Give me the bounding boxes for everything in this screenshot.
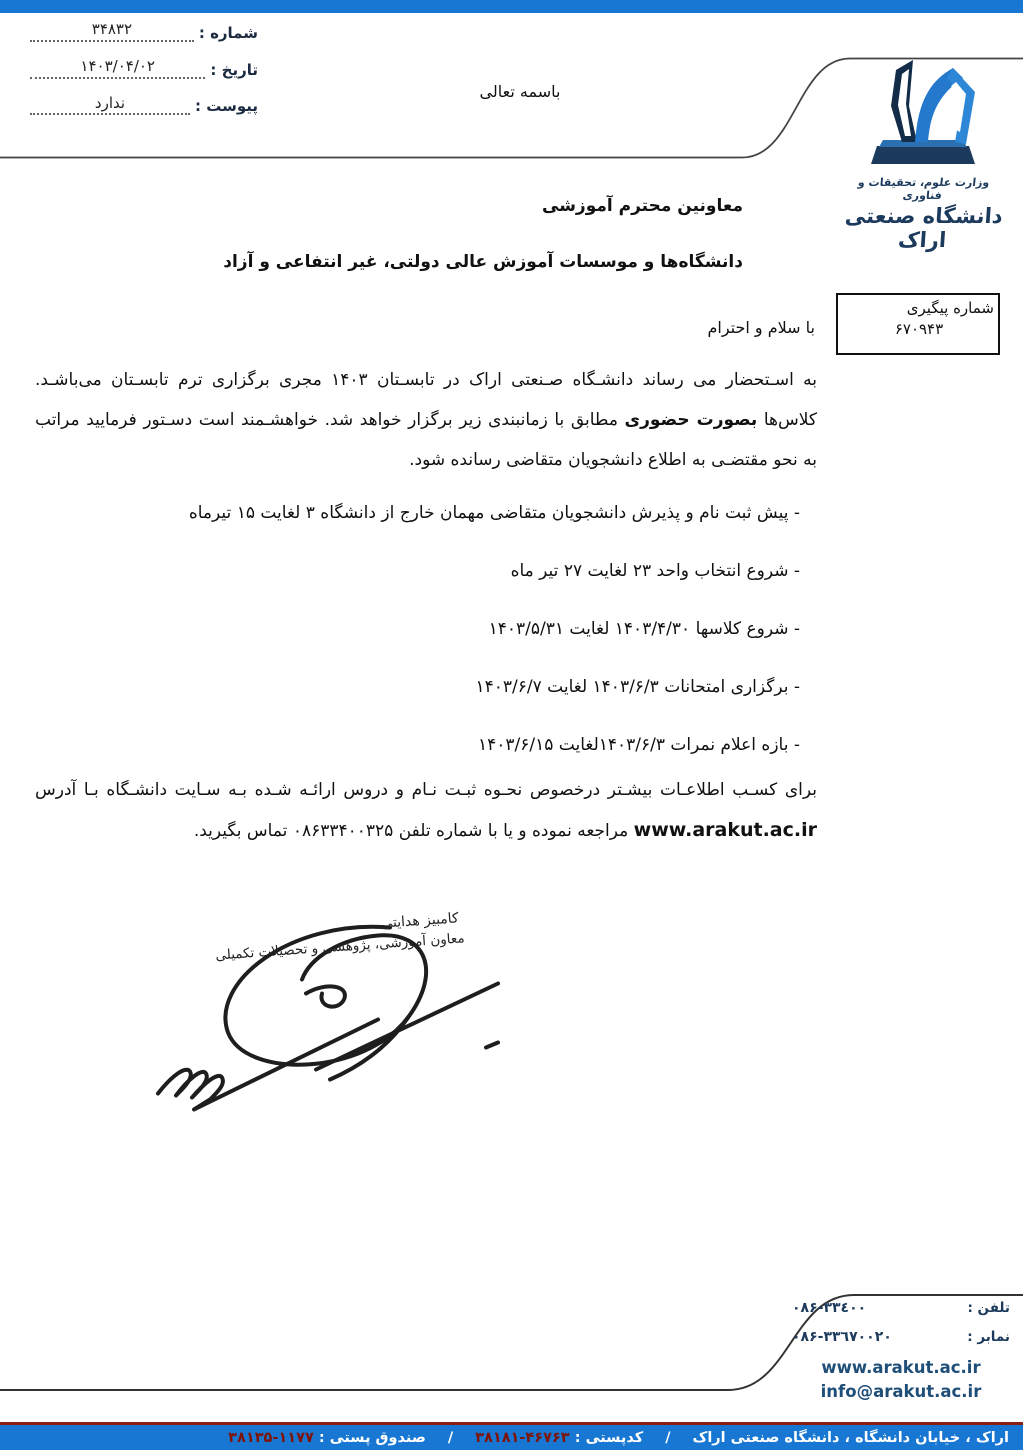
postal-code-value: ۳۸۱۸۱-۴۶۷۶۳ — [475, 1429, 570, 1446]
recipient-block — [223, 196, 743, 272]
address-text: اراک ، خیابان دانشگاه ، دانشگاه صنعتی اراک — [692, 1429, 1009, 1446]
pobox-label: صندوق پستی : — [318, 1429, 426, 1446]
contact-phone-inline: ۰۸۶۳۳۴۰۰۳۲۵ — [292, 821, 394, 841]
schedule-item-course-selection: - شروع انتخاب واحد ۲۳ لغایت ۲۷ تیر ماه — [510, 561, 800, 581]
fax-row — [792, 1329, 1010, 1345]
postal-code-label: کدپستی : — [574, 1429, 644, 1446]
date-label: تاریخ : — [210, 60, 258, 79]
closing-paragraph — [35, 770, 817, 851]
website-url-inline: www.arakut.ac.ir — [633, 819, 817, 841]
separator-slash-2: / — [447, 1429, 454, 1446]
logo-sculpture-icon — [859, 52, 987, 172]
body-text-start: به اسـتحضار می رساند دانشـگاه صـنعتی اراک در تابسـتان ۱۴۰۳ مجری برگزاری ترم تابسـتان می‌باشـد. کلاس‌ها — [35, 370, 818, 430]
signer-name: کامبیز هدایتی — [380, 910, 460, 932]
schedule-item-exams: - برگزاری امتحانات ۱۴۰۳/۶/۳ لغایت ۱۴۰۳/۶/۷ — [475, 677, 800, 697]
phone-label: تلفن : — [967, 1300, 1010, 1316]
body-paragraph — [35, 360, 817, 480]
top-accent-bar — [0, 0, 1023, 13]
closing-text-3: تماس بگیرید. — [193, 821, 288, 841]
phone-number: ۰۸۶-۳۳٤۰۰ — [792, 1300, 867, 1316]
ref-row-date — [30, 57, 258, 79]
tracking-number: ۶۷۰۹۴۳ — [894, 320, 944, 338]
date-value: ۱۴۰۳/۰۴/۰۲ — [30, 57, 205, 79]
number-label: شماره : — [198, 23, 258, 42]
attachment-label: پیوست : — [194, 97, 258, 116]
salutation: با سلام و احترام — [707, 318, 815, 337]
fax-label: نمابر : — [967, 1329, 1010, 1345]
ref-row-number — [30, 20, 258, 42]
tracking-label: شماره پیگیری — [906, 299, 994, 317]
closing-text-2: مراجعه نموده و یا با شماره تلفن — [398, 821, 629, 841]
pobox-value: ۳۸۱۳۵-۱۱۷۷ — [228, 1429, 314, 1446]
recipient-line1: معاونین محترم آموزشی — [542, 196, 743, 216]
closing-text-1: برای کسـب اطلاعـات بیشـتر درخصوص نحـوه ثبـت نـام و دروس ارائـه شـده بـه سـایت دانشـگاه بـا آدرس — [35, 780, 817, 800]
fax-number: ۰۸۶-۳۳٦۷۰۰۲۰ — [792, 1329, 892, 1345]
contact-block — [792, 1300, 1010, 1401]
phone-row — [792, 1300, 1010, 1316]
separator-slash: / — [665, 1429, 671, 1446]
tracking-number-box — [836, 293, 1000, 355]
ministry-name: وزارت علوم، تحقیقات و فناوری — [857, 176, 991, 202]
signature-block — [130, 895, 530, 1120]
number-value: ۳۴۸۳۲ — [30, 20, 194, 42]
schedule-item-grades: - بازه اعلام نمرات ۱۴۰۳/۶/۳لغایت ۱۴۰۳/۶/۱۵ — [478, 735, 800, 755]
address-bar — [0, 1422, 1023, 1450]
schedule-list — [189, 484, 800, 774]
body-text-bold: بصورت حضوری — [624, 410, 758, 430]
university-name: دانشگاه صنعتی اراک — [844, 204, 1004, 252]
signer-title: معاون آموزشی، پژوهشی و تحصیلات تکمیلی — [214, 930, 466, 964]
schedule-item-preregistration: - پیش ثبت نام و پذیرش دانشجویان متقاضی مهمان خارج از دانشگاه ۳ لغایت ۱۵ تیرماه — [188, 503, 800, 523]
body-text-end: مطابق با زمانبندی زیر برگزار خواهد شد. خواهشـمند است دسـتور فرمایید مراتب به نحو مقتضـی به اطلاع دانشجویان متقاضی رسانده شود. — [35, 410, 817, 470]
footer-website: www.arakut.ac.ir — [821, 1358, 981, 1377]
recipient-line2: دانشگاه‌ها و موسسات آموزش عالی دولتی، غیر انتفاعی و آزاد — [223, 252, 743, 272]
university-logo — [838, 52, 1008, 252]
ref-row-attachment — [30, 94, 258, 116]
footer-email: info@arakut.ac.ir — [820, 1382, 982, 1401]
reference-fields — [30, 20, 258, 130]
attachment-value: ندارد — [30, 94, 190, 116]
besmellah-text: باسمه تعالی — [479, 82, 561, 101]
schedule-item-classes: - شروع کلاسها ۱۴۰۳/۴/۳۰ لغایت ۱۴۰۳/۵/۳۱ — [488, 619, 800, 639]
